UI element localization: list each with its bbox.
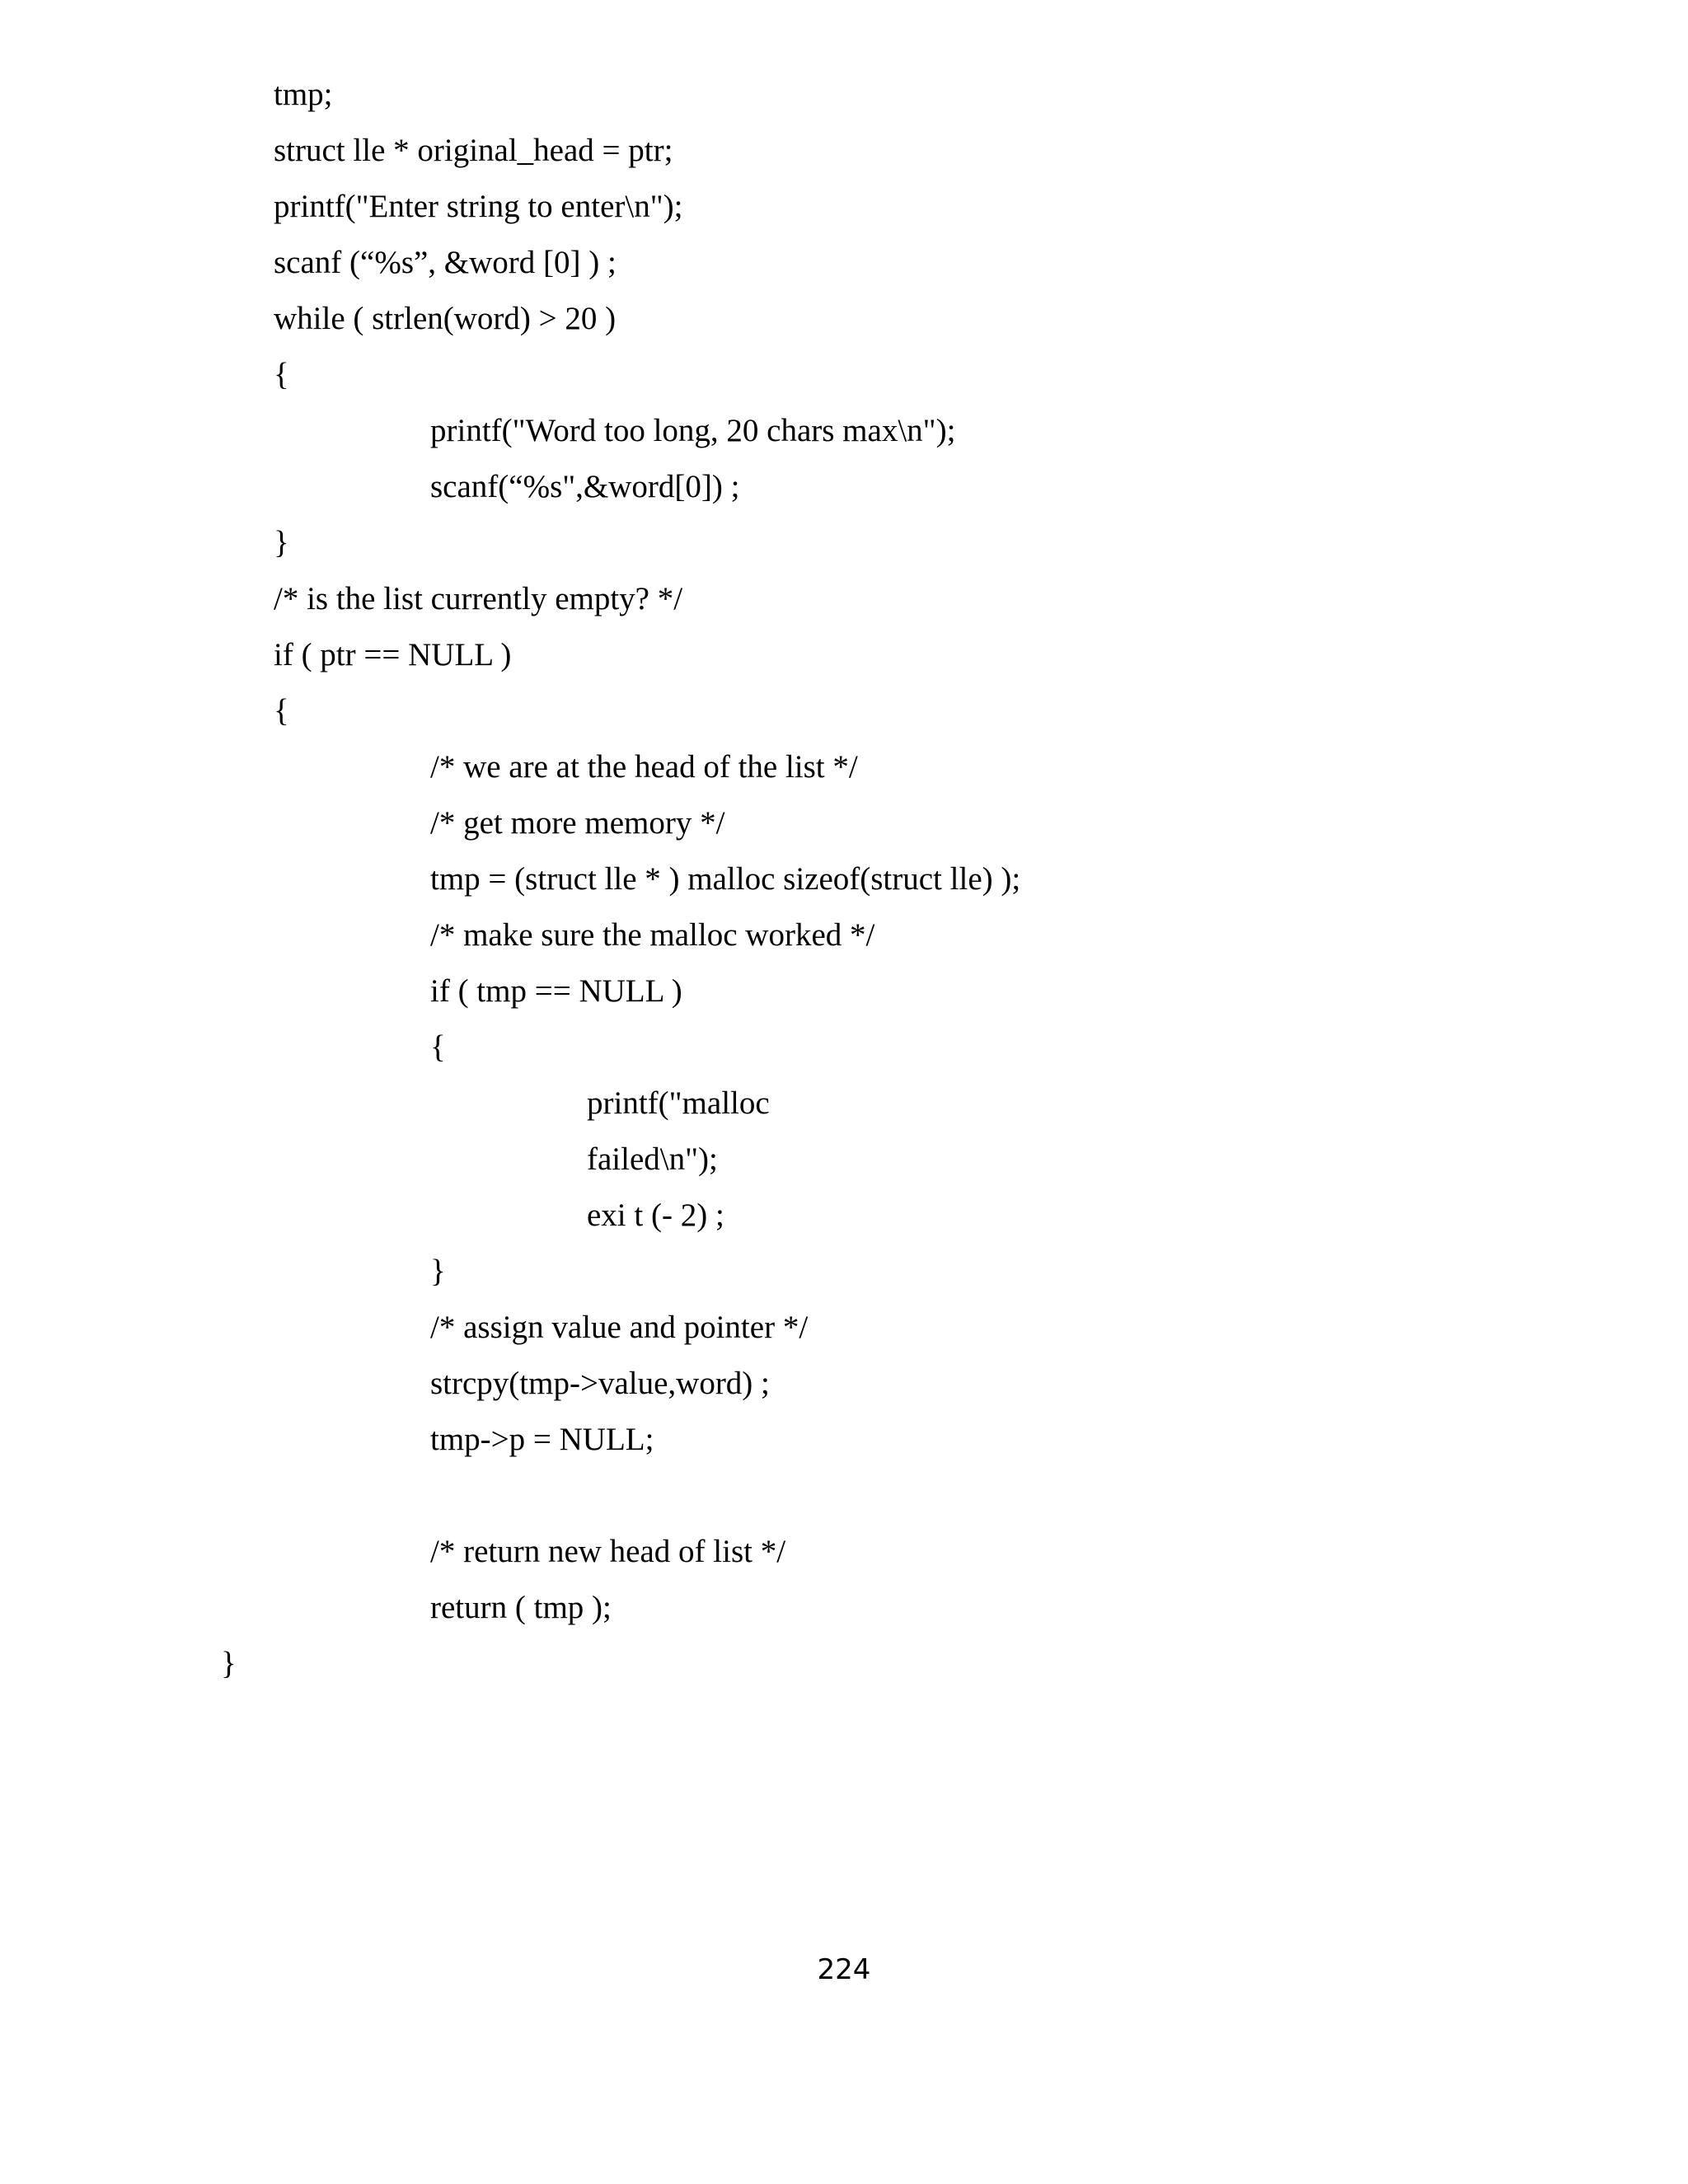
code-line: } xyxy=(274,525,289,560)
code-line: { xyxy=(274,693,289,729)
page-number: 224 xyxy=(817,1953,871,1986)
code-comment: /* assign value and pointer */ xyxy=(430,1310,809,1345)
code-line: struct lle * original_head = ptr; xyxy=(274,133,673,168)
code-line: return ( tmp ); xyxy=(430,1590,612,1625)
code-line: printf("Word too long, 20 chars max\n"); xyxy=(430,413,956,448)
code-line: exi t (- 2) ; xyxy=(587,1197,724,1233)
code-line: } xyxy=(430,1254,446,1289)
code-comment: /* make sure the malloc worked */ xyxy=(430,917,875,953)
code-line: strcpy(tmp->value,word) ; xyxy=(430,1366,770,1401)
code-comment: /* we are at the head of the list */ xyxy=(430,749,858,785)
code-line: failed\n"); xyxy=(587,1141,718,1177)
code-line: tmp->p = NULL; xyxy=(430,1422,654,1457)
code-line: } xyxy=(221,1646,237,1681)
code-comment: /* return new head of list */ xyxy=(430,1534,786,1569)
code-line: while ( strlen(word) > 20 ) xyxy=(274,301,617,336)
code-line: { xyxy=(430,1029,446,1065)
code-comment: /* get more memory */ xyxy=(430,805,725,841)
code-line: printf("malloc xyxy=(587,1085,770,1121)
code-line: { xyxy=(274,357,289,392)
code-line: tmp = (struct lle * ) malloc sizeof(struct lle) ); xyxy=(430,861,1021,897)
code-line: scanf (“%s”, &word [0] ) ; xyxy=(274,245,617,280)
code-line: tmp; xyxy=(274,77,333,112)
code-line: if ( ptr == NULL ) xyxy=(274,637,512,673)
code-line: if ( tmp == NULL ) xyxy=(430,973,682,1009)
code-comment: /* is the list currently empty? */ xyxy=(274,581,683,616)
code-line: printf("Enter string to enter\n"); xyxy=(274,189,683,224)
code-line: scanf(“%s",&word[0]) ; xyxy=(430,469,740,504)
